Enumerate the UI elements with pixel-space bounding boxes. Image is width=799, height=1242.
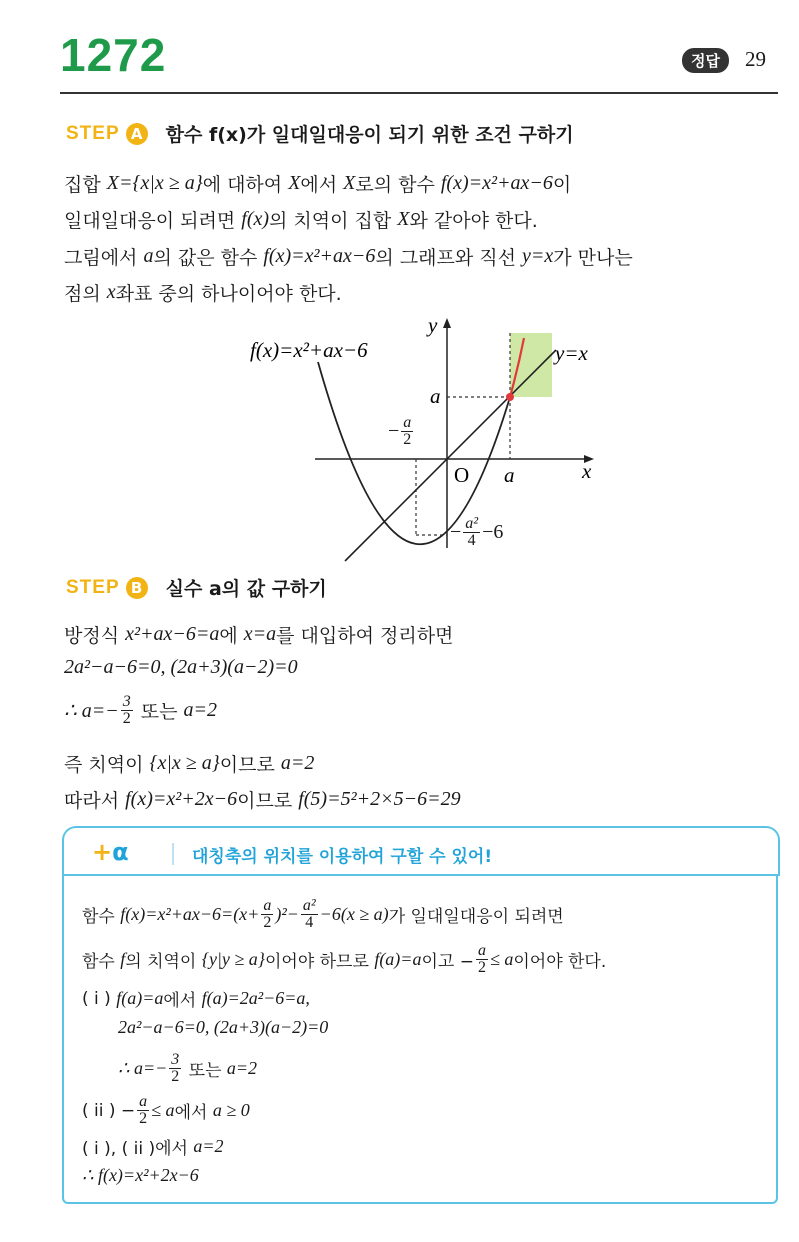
text-segment: ( i ) — [82, 988, 117, 1009]
text-line — [82, 1165, 199, 1186]
math-expression: X — [288, 172, 301, 194]
math-expression: f(x)=x²+ax−6=(x+ — [120, 904, 260, 924]
text-line — [82, 898, 564, 931]
math-expression: ∴ a=− — [64, 700, 119, 722]
text-segment: 의 치역이 — [125, 952, 202, 972]
answer-value: 29 — [745, 47, 766, 71]
text-line — [118, 1052, 257, 1085]
tip-separator — [172, 843, 174, 865]
math-expression: x=a — [243, 623, 277, 645]
fraction — [476, 943, 488, 976]
text-segment: 가 일대일대응이 되려면 — [388, 907, 564, 927]
math-expression: x²+ax−6=a — [125, 623, 220, 645]
guide-lines — [416, 333, 510, 535]
math-expression: ≤ a — [489, 949, 514, 969]
text-segment: 에서 — [163, 991, 202, 1011]
step-letter-b: B — [126, 577, 148, 599]
step-b-title: 실수 a의 값 구하기 — [165, 578, 327, 600]
fraction — [169, 1052, 181, 1085]
tip-title: 대칭축의 위치를 이용하여 구할 수 있어! — [192, 847, 493, 867]
function-graph — [0, 0, 799, 600]
text-segment: 에서 — [174, 1103, 213, 1123]
codomain-region — [510, 333, 552, 397]
fraction-part: 4 — [305, 914, 314, 931]
origin-label: O — [454, 463, 470, 487]
math-expression: a=2 — [183, 699, 218, 721]
intersection-point — [506, 393, 514, 401]
math-expression: a=2 — [226, 1058, 258, 1078]
step-b-heading — [66, 574, 327, 601]
line-label: y=x — [555, 341, 588, 365]
step-label: STEP — [66, 122, 120, 144]
math-expression: X — [343, 172, 356, 194]
text-segment: ( ii ) − — [82, 1100, 136, 1121]
fraction-part: 2 — [171, 1068, 180, 1085]
x-axis-label: x — [582, 459, 592, 483]
math-expression: a=2 — [193, 1136, 224, 1156]
text-segment: 일대일대응이 되려면 — [64, 210, 242, 232]
text-segment: 이므로 — [237, 790, 299, 812]
plus-alpha-icon: +α — [92, 838, 129, 866]
text-segment: 또는 — [183, 1061, 227, 1081]
math-expression: {x|x ≥ a} — [149, 752, 220, 774]
text-line — [64, 656, 298, 679]
text-line — [82, 1134, 224, 1159]
text-line — [82, 986, 310, 1011]
math-expression: ≤ a — [151, 1100, 175, 1120]
text-segment: 함수 — [82, 952, 121, 972]
text-segment: 이 — [552, 174, 572, 196]
math-expression: f(a)=a — [374, 949, 422, 969]
text-segment: 의 그래프와 직선 — [375, 247, 522, 269]
text-segment: 이어야 하므로 — [264, 952, 375, 972]
fraction-part: a — [477, 942, 486, 959]
text-line — [64, 750, 314, 777]
y-axis-arrow-icon — [443, 318, 451, 328]
text-segment: 방정식 — [64, 625, 126, 647]
math-expression: y=x — [521, 245, 554, 267]
text-segment: 점의 — [64, 283, 107, 305]
text-line — [82, 1094, 250, 1127]
math-expression: ∴ a=− — [118, 1058, 168, 1078]
fraction-part: a — [139, 1093, 148, 1110]
step-letter-a: A — [126, 123, 148, 145]
math-expression: 2a²−a−6=0, (2a+3)(a−2)=0 — [118, 1017, 329, 1037]
fraction-part: 2 — [139, 1110, 148, 1127]
text-segment: 좌표 중의 하나이어야 한다. — [115, 283, 342, 305]
fraction-part: 2 — [263, 914, 272, 931]
text-segment: 가 만나는 — [553, 247, 633, 269]
math-expression: X={x|x ≥ a} — [106, 172, 203, 194]
fraction-part: 2 — [122, 710, 131, 727]
fraction-part: a — [263, 897, 272, 914]
answer-badge: 정답 — [682, 48, 729, 73]
fraction-part: 3 — [171, 1051, 180, 1068]
text-segment: 에 — [219, 625, 244, 647]
text-segment: 의 값은 함수 — [153, 247, 264, 269]
math-expression: f — [120, 949, 126, 969]
text-segment: 에 대하여 — [202, 174, 289, 196]
math-expression: )²− — [275, 904, 299, 924]
math-expression: f(x) — [241, 208, 270, 230]
step-a-title: 함수 f(x)가 일대일대응이 되기 위한 조건 구하기 — [165, 124, 574, 146]
math-expression: 2a²−a−6=0, (2a+3)(a−2)=0 — [64, 656, 298, 678]
math-expression: a — [143, 245, 154, 267]
math-expression: x — [106, 281, 116, 303]
step-label: STEP — [66, 576, 120, 598]
math-expression: f(x)=x²+2x−6 — [125, 788, 238, 810]
text-segment: 따라서 — [64, 790, 126, 812]
math-expression: X — [397, 208, 410, 230]
math-expression: −6(x ≥ a) — [319, 904, 389, 924]
text-segment: 즉 치역이 — [64, 754, 150, 776]
text-segment: 함수 — [82, 907, 121, 927]
fraction — [137, 1094, 149, 1127]
text-segment: 로의 함수 — [355, 174, 441, 196]
math-expression: f(x)=x²+ax−6 — [263, 245, 376, 267]
problem-number: 1272 — [60, 29, 167, 81]
text-segment: 를 대입하여 정리하면 — [276, 625, 454, 647]
curve-label: f(x)=x²+ax−6 — [250, 338, 368, 362]
text-segment: 이고 − — [421, 952, 474, 972]
fraction — [261, 898, 273, 931]
text-segment: 와 같아야 한다. — [409, 210, 538, 232]
text-line — [64, 694, 217, 727]
neg-a-half-label: − $\frac{a}{2}$ — [388, 414, 412, 448]
math-expression: a ≥ 0 — [212, 1100, 250, 1120]
math-expression: f(a)=a — [116, 988, 164, 1008]
text-line — [64, 621, 453, 648]
fraction-part: a² — [302, 897, 316, 914]
text-segment: 이어야 한다. — [513, 952, 607, 972]
text-segment: 에서 — [300, 174, 344, 196]
fraction-part: 2 — [477, 959, 486, 976]
text-segment: ( i ), ( ii )에서 — [82, 1139, 194, 1159]
fraction-part: 3 — [122, 693, 131, 710]
fraction — [301, 898, 318, 931]
text-line — [82, 943, 606, 976]
fraction — [121, 694, 133, 727]
math-expression: f(a)=2a²−6=a, — [201, 988, 310, 1008]
math-expression: f(x)=x²+ax−6 — [440, 172, 553, 194]
a-x-label: a — [504, 463, 515, 487]
a-y-label: a — [430, 384, 441, 408]
text-segment: 그림에서 — [64, 247, 144, 269]
math-expression: f(5)=5²+2×5−6=29 — [298, 788, 461, 810]
y-axis-label: y — [428, 313, 438, 337]
text-segment: 의 치역이 집합 — [269, 210, 398, 232]
math-expression: ∴ f(x)=x²+2x−6 — [82, 1165, 199, 1185]
math-expression: {y|y ≥ a} — [201, 949, 265, 969]
text-segment: 집합 — [64, 174, 107, 196]
math-expression: a=2 — [280, 752, 315, 774]
min-value-label: − $\frac{\text{a²}}{4}$ −6 — [450, 515, 504, 549]
text-segment: 이므로 — [219, 754, 281, 776]
text-line — [118, 1017, 328, 1038]
text-segment: 또는 — [134, 701, 184, 723]
text-line — [64, 786, 461, 813]
